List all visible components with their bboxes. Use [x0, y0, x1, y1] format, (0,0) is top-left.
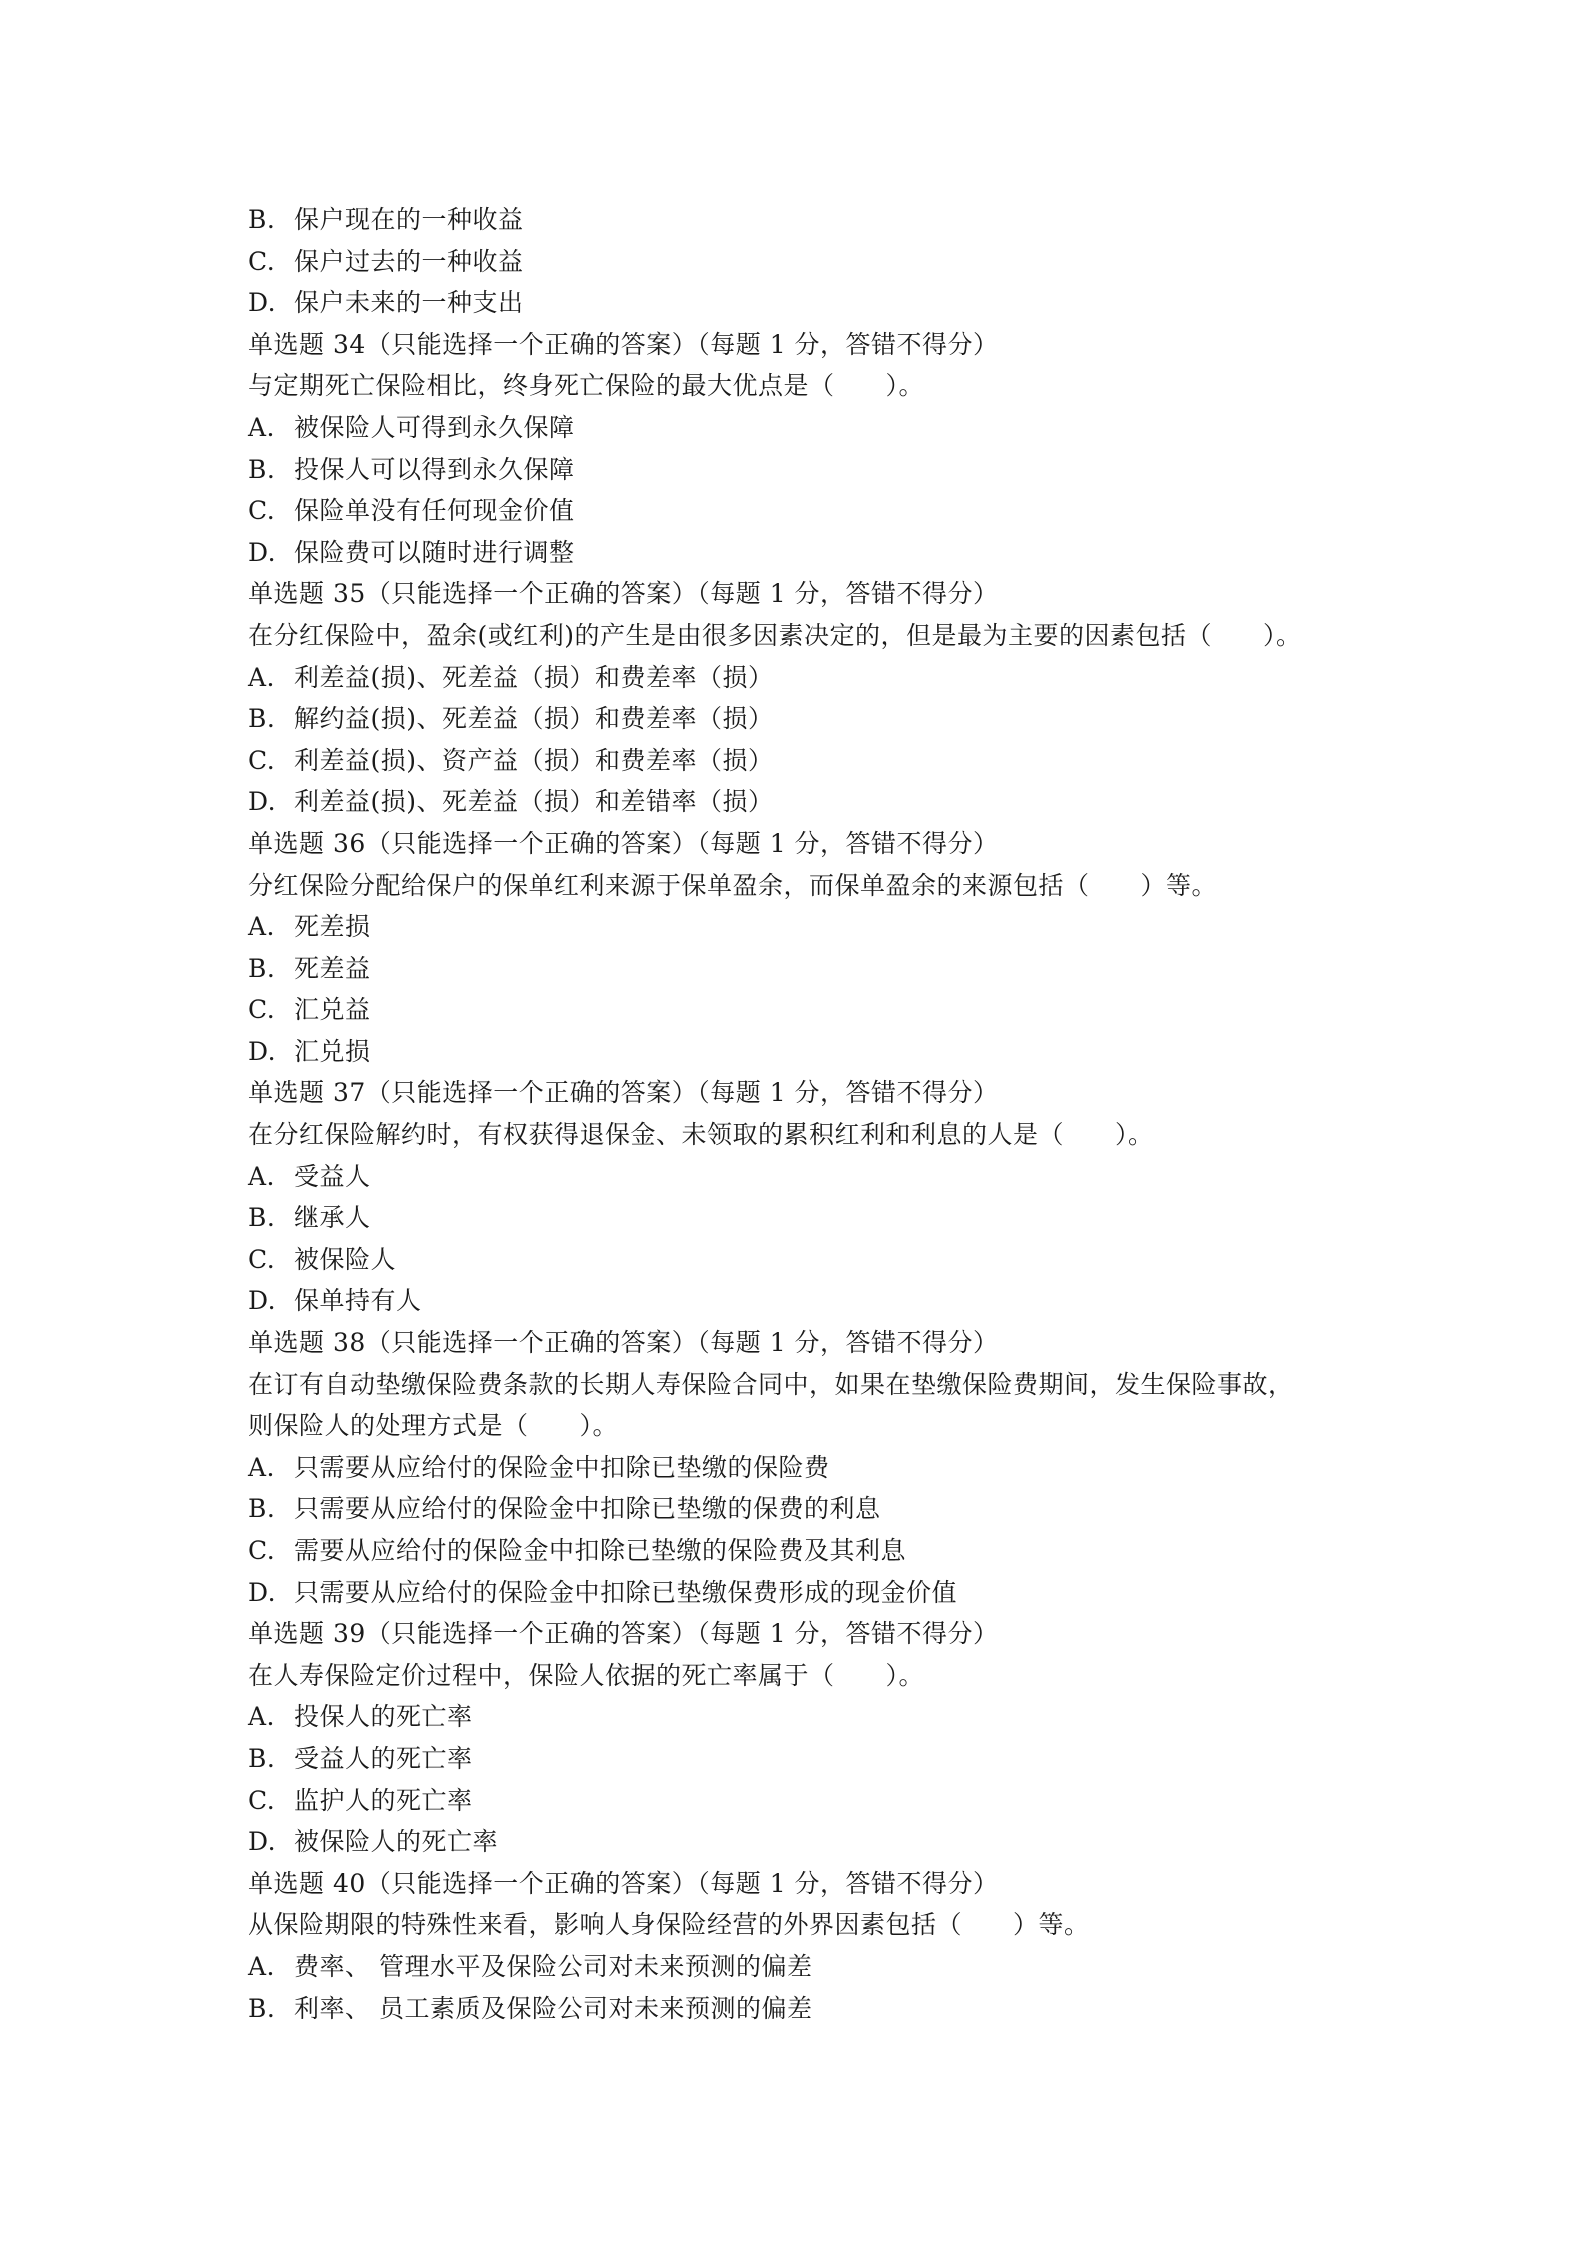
option-line [248, 532, 1388, 574]
question-40 [248, 1863, 1388, 2029]
question-stem: 与定期死亡保险相比，终身死亡保险的最大优点是（ ）。 [248, 371, 925, 401]
question-34 [248, 324, 1388, 574]
question-stem: 在分红保险解约时，有权获得退保金、未领取的累积红利和利息的人是（ ）。 [248, 1120, 1154, 1150]
question-stem-continued: 则保险人的处理方式是（ ）。 [248, 1411, 619, 1441]
option-letter: C. [248, 246, 276, 276]
option-text: 利差益(损)、资产益（损）和费差率（损） [294, 745, 774, 775]
question-39 [248, 1613, 1388, 1863]
option-letter: C. [248, 745, 276, 775]
question-header: 单选题 39（只能选择一个正确的答案）（每题 1 分，答错不得分） [248, 1619, 999, 1649]
option-text: 利率、 员工素质及保险公司对未来预测的偏差 [294, 1993, 813, 2023]
option-letter: C. [248, 1785, 276, 1815]
option-text: 利差益(损)、死差益（损）和费差率（损） [294, 662, 774, 692]
option-letter: C. [248, 1244, 276, 1274]
option-text: 保险费可以随时进行调整 [294, 537, 575, 567]
option-letter: C. [248, 496, 276, 526]
option-letter: A. [248, 1161, 276, 1191]
option-letter: D. [248, 1036, 277, 1066]
option-line [248, 1696, 1388, 1738]
option-line [248, 948, 1388, 990]
option-letter: A. [248, 1452, 276, 1482]
question-35 [248, 573, 1388, 823]
question-header: 单选题 34（只能选择一个正确的答案）（每题 1 分，答错不得分） [248, 329, 999, 359]
option-text: 需要从应给付的保险金中扣除已垫缴的保险费及其利息 [294, 1536, 907, 1565]
option-letter: C. [248, 995, 276, 1025]
option-line [248, 1988, 1388, 2030]
option-letter: A. [248, 412, 276, 442]
option-text: 继承人 [294, 1203, 371, 1233]
option-letter: B. [248, 704, 276, 734]
option-text: 费率、 管理水平及保险公司对未来预测的偏差 [294, 1951, 813, 1981]
option-text: 解约益(损)、死差益（损）和费差率（损） [294, 704, 774, 734]
option-text: 保单持有人 [294, 1286, 422, 1316]
option-letter: B. [248, 1494, 276, 1524]
option-letter: B. [248, 953, 276, 983]
option-line [248, 407, 1388, 449]
option-line [248, 1780, 1388, 1822]
option-line [248, 1821, 1388, 1863]
option-line [248, 1488, 1388, 1530]
question-stem: 从保险期限的特殊性来看，影响人身保险经营的外界因素包括（ ）等。 [248, 1910, 1090, 1940]
option-line [248, 781, 1388, 823]
option-letter: A. [248, 912, 276, 942]
option-line [248, 1280, 1388, 1322]
document-page [248, 199, 1388, 2029]
question-header: 单选题 36（只能选择一个正确的答案）（每题 1 分，答错不得分） [248, 828, 999, 858]
option-text: 被保险人 [294, 1244, 397, 1274]
option-line [248, 1946, 1388, 1988]
option-line [248, 1572, 1388, 1614]
option-letter: A. [248, 1702, 276, 1732]
question-stem: 在分红保险中，盈余(或红利)的产生是由很多因素决定的，但是最为主要的因素包括（ ）。 [248, 620, 1302, 650]
option-line [248, 698, 1388, 740]
option-line [248, 1031, 1388, 1073]
option-line [248, 241, 1388, 283]
option-letter: D. [248, 288, 277, 318]
option-text: 保险单没有任何现金价值 [294, 496, 575, 526]
option-letter: B. [248, 1203, 276, 1233]
option-letter: D. [248, 1827, 277, 1857]
option-text: 汇兑益 [294, 995, 371, 1025]
option-text: 死差益 [294, 953, 371, 983]
question-stem: 分红保险分配给保户的保单红利来源于保单盈余，而保单盈余的来源包括（ ）等。 [248, 870, 1218, 900]
option-letter: C. [248, 1536, 276, 1565]
option-line [248, 906, 1388, 948]
option-line [248, 989, 1388, 1031]
question-stem: 在人寿保险定价过程中，保险人依据的死亡率属于（ ）。 [248, 1660, 925, 1690]
option-letter: A. [248, 1951, 276, 1981]
question-header: 单选题 35（只能选择一个正确的答案）（每题 1 分，答错不得分） [248, 579, 999, 609]
option-line [248, 199, 1388, 241]
question-38 [248, 1322, 1388, 1613]
option-text: 监护人的死亡率 [294, 1785, 473, 1815]
option-letter: B. [248, 1743, 276, 1773]
option-line [248, 490, 1388, 532]
option-line [248, 1156, 1388, 1198]
question-stem: 在订有自动垫缴保险费条款的长期人寿保险合同中，如果在垫缴保险费期间，发生保险事故， [248, 1369, 1294, 1399]
option-line [248, 1530, 1388, 1572]
option-letter: B. [248, 1993, 276, 2023]
option-letter: D. [248, 1286, 277, 1316]
option-text: 保户未来的一种支出 [294, 288, 524, 318]
option-letter: A. [248, 662, 276, 692]
option-line [248, 1738, 1388, 1780]
option-text: 死差损 [294, 912, 371, 942]
question-36 [248, 823, 1388, 1073]
option-line [248, 449, 1388, 491]
option-text: 保户过去的一种收益 [294, 246, 524, 276]
question-header: 单选题 40（只能选择一个正确的答案）（每题 1 分，答错不得分） [248, 1868, 999, 1898]
option-text: 被保险人可得到永久保障 [294, 412, 575, 442]
question-header: 单选题 37（只能选择一个正确的答案）（每题 1 分，答错不得分） [248, 1078, 999, 1108]
prelude-options [248, 199, 1388, 324]
option-letter: D. [248, 537, 277, 567]
option-text: 受益人 [294, 1161, 371, 1191]
option-text: 只需要从应给付的保险金中扣除已垫缴的保费的利息 [294, 1494, 881, 1524]
option-text: 投保人可以得到永久保障 [294, 454, 575, 484]
option-letter: D. [248, 1577, 277, 1607]
option-line [248, 657, 1388, 699]
option-text: 保户现在的一种收益 [294, 205, 524, 234]
option-text: 被保险人的死亡率 [294, 1827, 499, 1857]
option-line [248, 1197, 1388, 1239]
option-line [248, 1239, 1388, 1281]
option-text: 只需要从应给付的保险金中扣除已垫缴的保险费 [294, 1452, 830, 1482]
option-letter: B. [248, 454, 276, 484]
question-37 [248, 1072, 1388, 1322]
option-text: 利差益(损)、死差益（损）和差错率（损） [294, 787, 774, 817]
option-letter: B. [248, 205, 276, 234]
option-line [248, 282, 1388, 324]
option-text: 投保人的死亡率 [294, 1702, 473, 1732]
option-line [248, 740, 1388, 782]
question-header: 单选题 38（只能选择一个正确的答案）（每题 1 分，答错不得分） [248, 1328, 999, 1358]
option-letter: D. [248, 787, 277, 817]
option-text: 汇兑损 [294, 1036, 371, 1066]
option-text: 受益人的死亡率 [294, 1743, 473, 1773]
option-text: 只需要从应给付的保险金中扣除已垫缴保费形成的现金价值 [294, 1577, 958, 1607]
option-line [248, 1447, 1388, 1489]
